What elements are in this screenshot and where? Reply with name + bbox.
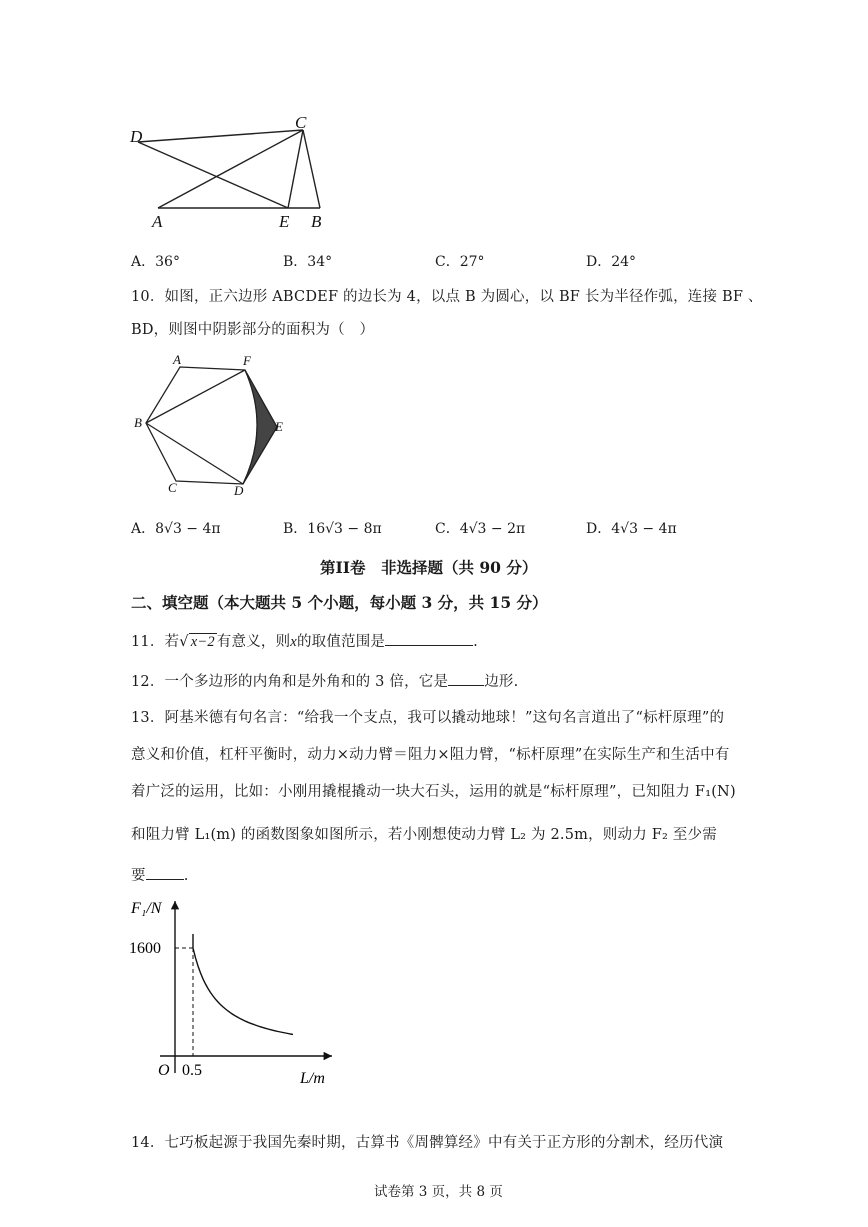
q13-line-2: 意义和价值，杠杆平衡时，动力×动力臂＝阻力×阻力臂，“标杆原理”在实际生产和生活中有: [131, 747, 730, 763]
hex-label-F: F: [243, 353, 251, 368]
q11-answer-blank[interactable]: [385, 631, 473, 646]
q10-option-d[interactable]: D．4√3 − 4π: [586, 521, 677, 537]
q10-line-2: BD，则图中阴影部分的面积为（ ）: [131, 322, 375, 338]
part-2-title: 第II卷 非选择题（共 90 分）: [320, 558, 538, 577]
label-B: B: [311, 212, 322, 231]
page-footer: 试卷第 3 页，共 8 页: [374, 1184, 503, 1200]
q12-answer-blank[interactable]: [448, 671, 484, 686]
origin-label: O: [158, 1062, 170, 1079]
y-axis-label: F₁/N: [131, 900, 162, 917]
q13-function-graph: [125, 893, 340, 1090]
q13-line-3: 着广泛的运用，比如：小刚用撬棍撬动一块大石头，运用的就是“标杆原理”，已知阻力 F₁(N): [131, 784, 736, 800]
hex-label-C: C: [168, 480, 177, 495]
q11-radicand: x−2: [190, 634, 215, 650]
q13-line-4: 和阻力臂 L₁(m) 的函数图象如图所示，若小刚想使动力臂 L₂ 为 2.5m，则动力 F₂ 至少需: [131, 827, 717, 843]
q9-figure: [128, 112, 338, 234]
hex-label-D: D: [234, 483, 244, 498]
q9-option-c[interactable]: C．27°: [435, 254, 485, 270]
q11-suffix: 的取值范围是: [296, 634, 386, 650]
q10-line-1: 10．如图，正六边形 ABCDEF 的边长为 4，以点 B 为圆心，以 BF 长为半径作弧，连接 BF 、: [131, 289, 763, 305]
label-A: A: [152, 212, 163, 231]
label-D: D: [130, 127, 143, 146]
q11-end: .: [473, 634, 478, 650]
x-axis-label: L/m: [300, 1070, 325, 1087]
q11-var: x: [290, 634, 297, 650]
q10-option-a[interactable]: A．8√3 − 4π: [131, 521, 221, 537]
y-tick-1600: 1600: [129, 940, 161, 957]
inverse-curve: [193, 934, 293, 1034]
q10-option-b[interactable]: B．16√3 − 8π: [283, 521, 382, 537]
q9-option-b[interactable]: B．34°: [283, 254, 333, 270]
q13-line-1: 13．阿基米德有句名言：“给我一个支点，我可以撬动地球！”这句名言道出了“标杆原理”的: [131, 710, 725, 726]
hex-label-B: B: [134, 415, 142, 430]
q12-suffix: 边形.: [484, 674, 519, 690]
x-tick-0.5: 0.5: [182, 1062, 202, 1079]
q12-prefix: 12．一个多边形的内角和是外角和的 3 倍，它是: [131, 674, 449, 690]
q12: [131, 670, 518, 691]
q10-option-c[interactable]: C．4√3 − 2π: [435, 521, 526, 537]
q11-middle: 有意义，则: [216, 634, 291, 650]
q13-answer-blank[interactable]: [146, 865, 184, 880]
hex-label-A: A: [173, 352, 181, 367]
hex-label-E: E: [275, 419, 283, 434]
label-C: C: [295, 113, 307, 132]
q10-hexagon-figure: [130, 350, 300, 500]
section-2-heading: 二、填空题（本大题共 5 个小题，每小题 3 分，共 15 分）: [131, 593, 548, 612]
label-E: E: [279, 212, 290, 231]
q11-sqrt: √ x−2: [179, 634, 215, 650]
q14-line-1: 14．七巧板起源于我国先秦时期，古算书《周髀算经》中有关于正方形的分割术，经历代演: [131, 1135, 724, 1151]
q13-line-5: 要 .: [131, 864, 189, 885]
q9-option-a[interactable]: A．36°: [131, 254, 180, 270]
q9-option-d[interactable]: D．24°: [586, 254, 637, 270]
q11-prefix: 11．若: [131, 634, 180, 650]
q11: [131, 630, 478, 651]
